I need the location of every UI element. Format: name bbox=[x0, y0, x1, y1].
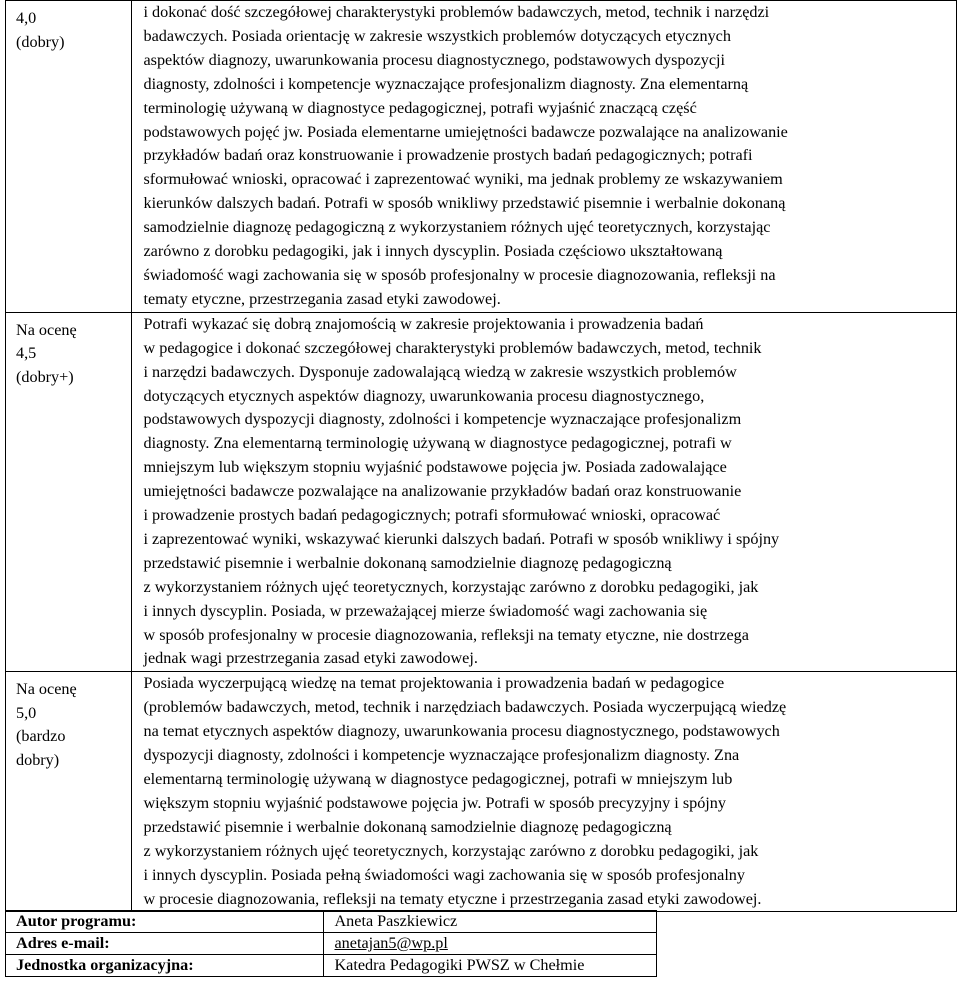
grade-row bbox=[6, 1, 957, 313]
description-line: i narzędzi badawczych. Dysponuje zadowalającą wiedzą w zakresie wszystkich problemów bbox=[143, 362, 737, 381]
description-line: podstawowych pojęć jw. Posiada elementarne umiejętności badawcze pozwalające na analizowanie bbox=[143, 122, 788, 141]
grade-text: dobry) bbox=[16, 750, 60, 769]
email-cell bbox=[324, 933, 657, 955]
description-line: terminologię używaną w diagnostyce pedagogicznej, potrafi wyjaśnić znaczącą część bbox=[143, 98, 697, 117]
unit-value: Katedra Pedagogiki PWSZ w Chełmie bbox=[324, 955, 657, 977]
description-line: i innych dyscyplin. Posiada, w przeważającej mierze świadomość wagi zachowania się bbox=[143, 601, 708, 620]
grade-cell bbox=[6, 672, 132, 912]
description-line: samodzielnie diagnozę pedagogiczną z wykorzystaniem różnych ujęć teoretycznych, korzystając bbox=[143, 218, 771, 237]
grade-row bbox=[6, 312, 957, 672]
description-line: przedstawić pisemnie i werbalnie dokonaną samodzielnie diagnozę pedagogiczną bbox=[143, 817, 672, 836]
author-row bbox=[6, 911, 657, 933]
author-info-table bbox=[5, 910, 657, 977]
grade-text: (bardzo bbox=[16, 727, 66, 746]
description-line: na temat etycznych aspektów diagnozy, uwarunkowania procesu diagnostycznego, podstawowych bbox=[143, 722, 780, 741]
description-line: diagnosty. Zna elementarną terminologię używaną w diagnostyce pedagogicznej, potrafi w bbox=[143, 434, 732, 453]
description-line: większym stopniu wyjaśnić podstawowe pojęcia jw. Potrafi w sposób precyzyjny i spójny bbox=[143, 793, 726, 812]
description-line: z wykorzystaniem różnych ujęć teoretycznych, korzystając zarówno z dorobku pedagogiki, jak bbox=[143, 841, 759, 860]
description-line: i prowadzenie prostych badań pedagogicznych; potrafi sformułować wnioski, opracować bbox=[143, 506, 721, 525]
grade-text: (dobry+) bbox=[16, 367, 74, 386]
grading-criteria-table bbox=[5, 0, 957, 912]
grade-text: 4,0 bbox=[16, 9, 37, 27]
grade-text: Na ocenę bbox=[16, 320, 77, 339]
description-line: Potrafi wykazać się dobrą znajomością w zakresie projektowania i prowadzenia badań bbox=[143, 314, 704, 333]
description-line: aspektów diagnozy, uwarunkowania procesu diagnostycznego, podstawowych dyspozycji bbox=[143, 50, 726, 69]
description-line: badawczych. Posiada orientację w zakresie wszystkich problemów dotyczących etycznych bbox=[143, 26, 731, 45]
description-line: i innych dyscyplin. Posiada pełną świadomości wagi zachowania się w sposób profesjonalny bbox=[143, 865, 745, 884]
grade-text: (dobry) bbox=[16, 32, 65, 51]
grade-cell bbox=[6, 1, 132, 313]
description-line: podstawowych dyspozycji diagnosty, zdolności i kompetencje wyznaczające profesjonalizm bbox=[143, 410, 742, 429]
description-line: z wykorzystaniem różnych ujęć teoretycznych, korzystając zarówno z dorobku pedagogiki, jak bbox=[143, 577, 759, 596]
description-line: i zaprezentować wyniki, wskazywać kierunki dalszych badań. Potrafi w sposób wnikliwy i spójny bbox=[143, 529, 780, 548]
grade-cell bbox=[6, 312, 132, 672]
email-link[interactable]: anetajan5@wp.pl bbox=[334, 934, 448, 952]
description-line: przedstawić pisemnie i werbalnie dokonaną samodzielnie diagnozę pedagogiczną bbox=[143, 553, 672, 572]
description-line: diagnosty, zdolności i kompetencje wyznaczające profesjonalizm diagnosty. Zna elementarną bbox=[143, 74, 749, 93]
description-line: Posiada wyczerpującą wiedzę na temat projektowania i prowadzenia badań w pedagogice bbox=[143, 674, 725, 693]
description-line: w pedagogice i dokonać szczegółowej charakterystyki problemów badawczych, metod, technik bbox=[143, 338, 762, 357]
description-line: dotyczących etycznych aspektów diagnozy, uwarunkowania procesu diagnostycznego, bbox=[143, 386, 705, 405]
description-line: w procesie diagnozowania, refleksji na tematy etyczne i przestrzegania zasad etyki zawodowej. bbox=[143, 889, 762, 908]
description-line: jednak wagi przestrzegania zasad etyki zawodowej. bbox=[143, 649, 478, 668]
unit-row bbox=[6, 955, 657, 977]
description-line: tematy etyczne, przestrzegania zasad etyki zawodowej. bbox=[143, 289, 501, 308]
description-line: i dokonać dość szczegółowej charakterystyki problemów badawczych, metod, technik i narzędzi bbox=[143, 3, 770, 21]
description-line: (problemów badawczych, metod, technik i narzędziach badawczych. Posiada wyczerpującą wiedzę bbox=[143, 698, 787, 717]
author-name: Aneta Paszkiewicz bbox=[324, 911, 657, 933]
grade-description bbox=[132, 1, 957, 313]
description-line: dyspozycji diagnosty, zdolności i kompetencje wyznaczające profesjonalizm diagnosty. Zna bbox=[143, 746, 740, 765]
grade-row bbox=[6, 672, 957, 912]
description-line: w sposób profesjonalny w procesie diagnozowania, refleksji na tematy etyczne, nie dostrzega bbox=[143, 625, 749, 644]
unit-label: Jednostka organizacyjna: bbox=[6, 955, 324, 977]
grade-description bbox=[132, 312, 957, 672]
description-line: świadomość wagi zachowania się w sposób profesjonalny w procesie diagnozowania, refleksji na bbox=[143, 265, 776, 284]
description-line: sformułować wnioski, opracować i zaprezentować wyniki, ma jednak problemy ze wskazywaniem bbox=[143, 170, 783, 189]
email-label: Adres e-mail: bbox=[6, 933, 324, 955]
author-label: Autor programu: bbox=[6, 911, 324, 933]
description-line: mniejszym lub większym stopniu wyjaśnić podstawowe pojęcia jw. Posiada zadowalające bbox=[143, 458, 727, 477]
description-line: umiejętności badawcze pozwalające na analizowanie przykładów badań oraz konstruowanie bbox=[143, 482, 742, 501]
description-line: zarówno z dorobku pedagogiki, jak i innych dyscyplin. Posiada częściowo ukształtowaną bbox=[143, 242, 723, 261]
description-line: kierunków dalszych badań. Potrafi w sposób wnikliwy przedstawić pisemnie i werbalnie dokonaną bbox=[143, 194, 786, 213]
description-line: przykładów badań oraz konstruowanie i prowadzenie prostych badań pedagogicznych; potrafi bbox=[143, 146, 753, 165]
grade-text: Na ocenę bbox=[16, 680, 77, 699]
grade-text: 5,0 bbox=[16, 703, 37, 722]
email-row bbox=[6, 933, 657, 955]
grade-text: 4,5 bbox=[16, 344, 37, 363]
grade-description bbox=[132, 672, 957, 912]
description-line: elementarną terminologię używaną w diagnostyce pedagogicznej, potrafi w mniejszym lub bbox=[143, 770, 733, 788]
